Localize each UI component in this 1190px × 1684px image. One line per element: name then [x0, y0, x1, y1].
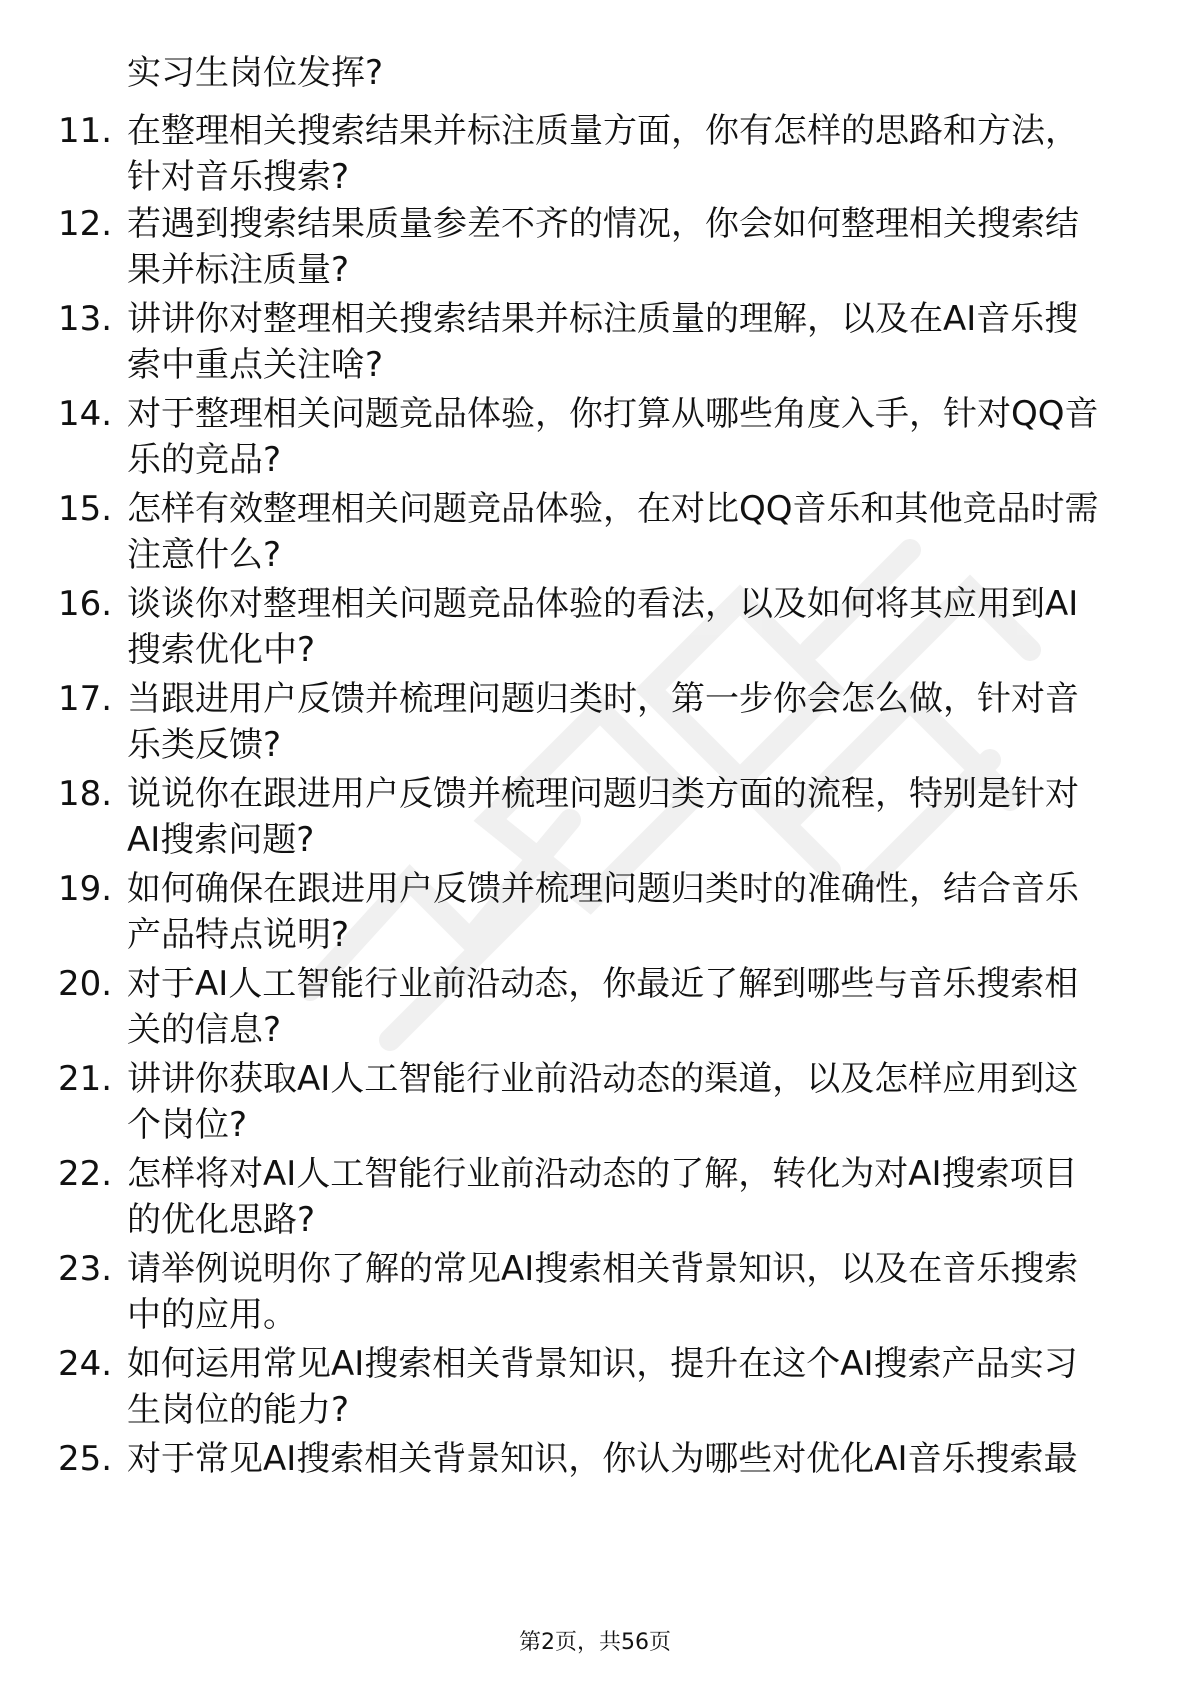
question-item: [0, 486, 1190, 582]
question-text-line: 乐类反馈?: [127, 725, 282, 765]
question-item: [0, 108, 1190, 204]
question-number: 20.: [58, 964, 113, 1004]
question-item: [0, 581, 1190, 677]
question-text-line: 在整理相关搜索结果并标注质量方面，你有怎样的思路和方法，: [127, 111, 1079, 151]
question-item: [0, 961, 1190, 1057]
question-number: 24.: [58, 1344, 113, 1384]
question-text-line: 对于整理相关问题竞品体验，你打算从哪些角度入手，针对QQ音: [127, 394, 1099, 434]
question-text-line: 的优化思路?: [127, 1200, 316, 1240]
question-item: [0, 1246, 1190, 1342]
question-text-line: 果并标注质量?: [127, 250, 350, 290]
question-number: 21.: [58, 1059, 113, 1099]
question-text-line: 对于AI人工智能行业前沿动态，你最近了解到哪些与音乐搜索相: [127, 964, 1079, 1004]
question-text-line: 请举例说明你了解的常见AI搜索相关背景知识，以及在音乐搜索: [127, 1249, 1079, 1289]
question-text-line: 注意什么?: [127, 535, 282, 575]
question-number: 12.: [58, 204, 113, 244]
question-item: [0, 866, 1190, 962]
question-text-line: 针对音乐搜索?: [127, 157, 350, 197]
question-number: 25.: [58, 1439, 113, 1479]
question-item: [0, 1056, 1190, 1152]
question-text-line: AI搜索问题?: [127, 820, 315, 860]
question-number: 23.: [58, 1249, 113, 1289]
question-number: 16.: [58, 584, 113, 624]
question-text-line: 若遇到搜索结果质量参差不齐的情况，你会如何整理相关搜索结: [127, 204, 1079, 244]
question-text-line: 乐的竞品?: [127, 440, 282, 480]
question-item: [0, 771, 1190, 867]
question-text-line: 对于常见AI搜索相关背景知识，你认为哪些对优化AI音乐搜索最: [127, 1439, 1078, 1479]
question-text-line: 关的信息?: [127, 1010, 282, 1050]
question-number: 17.: [58, 679, 113, 719]
question-item: [0, 201, 1190, 297]
page-footer: 第2页，共56页: [519, 1630, 671, 1655]
question-text-line: 生岗位的能力?: [127, 1390, 350, 1430]
question-item: [0, 1436, 1190, 1532]
question-text-line: 产品特点说明?: [127, 915, 350, 955]
question-item: [0, 391, 1190, 487]
question-text-line: 索中重点关注啥?: [127, 345, 384, 385]
question-text-line: 当跟进用户反馈并梳理问题归类时，第一步你会怎么做，针对音: [127, 679, 1079, 719]
question-number: 11.: [58, 111, 113, 151]
question-text-line: 说说你在跟进用户反馈并梳理问题归类方面的流程，特别是针对: [127, 774, 1079, 814]
question-item: [0, 676, 1190, 772]
question-text-line: 中的应用。: [127, 1295, 297, 1335]
question-text-line: 谈谈你对整理相关问题竞品体验的看法，以及如何将其应用到AI: [127, 584, 1079, 624]
question-text-line: 如何确保在跟进用户反馈并梳理问题归类时的准确性，结合音乐: [127, 869, 1079, 909]
question-text-line: 讲讲你对整理相关搜索结果并标注质量的理解，以及在AI音乐搜: [127, 299, 1079, 339]
question-text-line: 讲讲你获取AI人工智能行业前沿动态的渠道，以及怎样应用到这: [127, 1059, 1079, 1099]
question-text-line: 搜索优化中?: [127, 630, 316, 670]
question-number: 15.: [58, 489, 113, 529]
question-number: 18.: [58, 774, 113, 814]
continued-question-text: 实习生岗位发挥?: [127, 53, 384, 93]
question-number: 14.: [58, 394, 113, 434]
question-item: [0, 296, 1190, 392]
question-item: [0, 1151, 1190, 1247]
question-number: 13.: [58, 299, 113, 339]
question-number: 19.: [58, 869, 113, 909]
question-number: 22.: [58, 1154, 113, 1194]
question-text-line: 如何运用常见AI搜索相关背景知识，提升在这个AI搜索产品实习: [127, 1344, 1078, 1384]
question-text-line: 个岗位?: [127, 1105, 248, 1145]
question-text-line: 怎样将对AI人工智能行业前沿动态的了解，转化为对AI搜索项目: [127, 1154, 1078, 1194]
question-text-line: 怎样有效整理相关问题竞品体验，在对比QQ音乐和其他竞品时需: [127, 489, 1099, 529]
question-item: [0, 1341, 1190, 1437]
